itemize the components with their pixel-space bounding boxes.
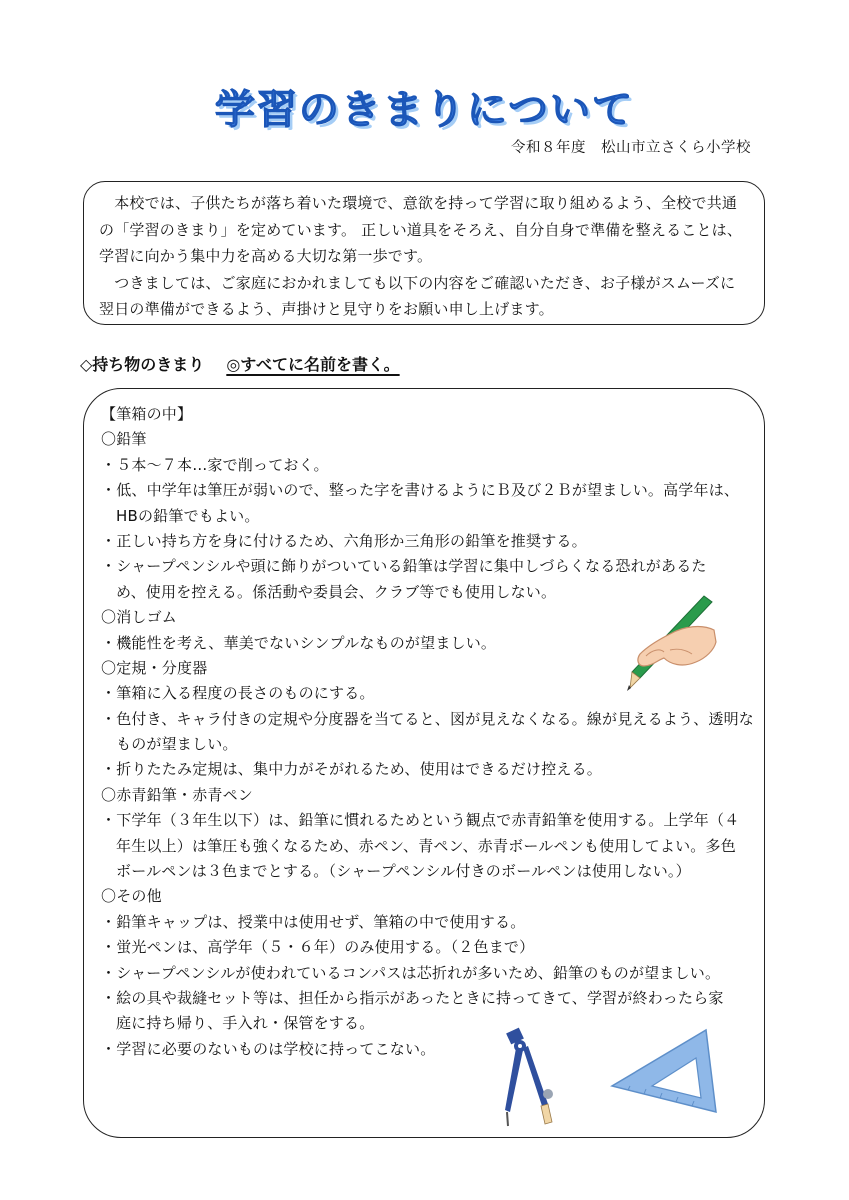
section-heading [80, 352, 400, 375]
hand-holding-pencil-icon [612, 590, 722, 692]
rule-item: ・学習に必要のないものは学校に持ってこない。 [101, 1039, 436, 1058]
rule-item: ・シャープペンシルや頭に飾りがついている鉛筆は学習に集中しづらくなる恐れがあるた [101, 557, 707, 576]
rule-heading: 〇消しゴム [101, 608, 178, 627]
rule-item: ・機能性を考え、華美でないシンプルなものが望ましい。 [101, 633, 497, 652]
rule-item-continued: ものが望ましい。 [116, 735, 238, 754]
rule-item: ・蛍光ペンは、高学年（５・６年）のみ使用する。（２色まで） [101, 938, 535, 957]
rule-item: ・低、中学年は筆圧が弱いので、整った字を書けるようにＢ及び２Ｂが望ましい。高学年は、 [101, 481, 740, 500]
rule-heading: 〇赤青鉛筆・赤青ペン [101, 785, 254, 804]
rule-heading: 〇鉛筆 [101, 430, 147, 449]
rules-list [101, 402, 761, 1062]
rule-heading: 〇その他 [101, 887, 162, 906]
intro-text [99, 190, 759, 323]
triangle-ruler-icon [608, 1024, 720, 1120]
rule-item-continued: 年生以上）は筆圧も強くなるため、赤ペン、青ペン、赤青ボールペンも使用してよい。多色 [116, 836, 736, 855]
rule-item: ・色付き、キャラ付きの定規や分度器を当てると、図が見えなくなる。線が見えるよう、透明な [101, 709, 755, 728]
intro-line: 本校では、子供たちが落ち着いた環境で、意欲を持って学習に取り組めるよう、全校で共通 [99, 194, 738, 212]
rule-item-continued: 庭に持ち帰り、手入れ・保管をする。 [116, 1014, 375, 1033]
school-name: 令和８年度 松山市立さくら小学校 [511, 140, 751, 156]
page-title: 学習のきまりについて [214, 87, 635, 133]
intro-line: 学習に向かう集中力を高める大切な第一歩です。 [99, 247, 433, 265]
rule-item-continued: ボールペンは３色までとする。（シャープペンシル付きのボールペンは使用しない。） [116, 862, 691, 881]
rule-item: ・絵の具や裁縫セット等は、担任から指示があったときに持ってきて、学習が終わったら家 [101, 988, 724, 1007]
rule-item: ・鉛筆キャップは、授業中は使用せず、筆箱の中で使用する。 [101, 912, 526, 931]
rule-item: ・下学年（３年生以下）は、鉛筆に慣れるためという観点で赤青鉛筆を使用する。上学年（４ [101, 811, 740, 830]
rule-item: ・折りたたみ定規は、集中力がそがれるため、使用はできるだけ控える。 [101, 760, 603, 779]
rule-item: ・筆箱に入る程度の長さのものにする。 [101, 684, 375, 703]
rule-category: 【筆箱の中】 [101, 405, 193, 423]
rule-heading: 〇定規・分度器 [101, 658, 208, 677]
intro-line: つきましては、ご家庭におかれましても以下の内容をご確認いただき、お子様がスムーズに [99, 273, 736, 292]
intro-line: 翌日の準備ができるよう、声掛けと見守りをお願い申し上げます。 [99, 300, 554, 318]
compass-icon [496, 1026, 564, 1130]
rule-item-continued: め、使用を控える。係活動や委員会、クラブ等でも使用しない。 [116, 582, 557, 601]
rule-item: ・正しい持ち方を身に付けるため、六角形か三角形の鉛筆を推奨する。 [101, 531, 587, 550]
rule-item: ・５本～７本…家で削っておく。 [101, 455, 329, 474]
section-title: ◇持ち物のきまり [80, 355, 205, 374]
rule-item-continued: HBの鉛筆でもよい。 [116, 506, 260, 525]
rule-item: ・シャープペンシルが使われているコンパスは芯折れが多いため、鉛筆のものが望ましい。 [101, 963, 721, 982]
intro-line: の「学習のきまり」を定めています。 正しい道具をそろえ、自分自身で準備を整えることは、 [99, 220, 743, 239]
section-emphasis: ◎すべてに名前を書く。 [226, 355, 400, 374]
